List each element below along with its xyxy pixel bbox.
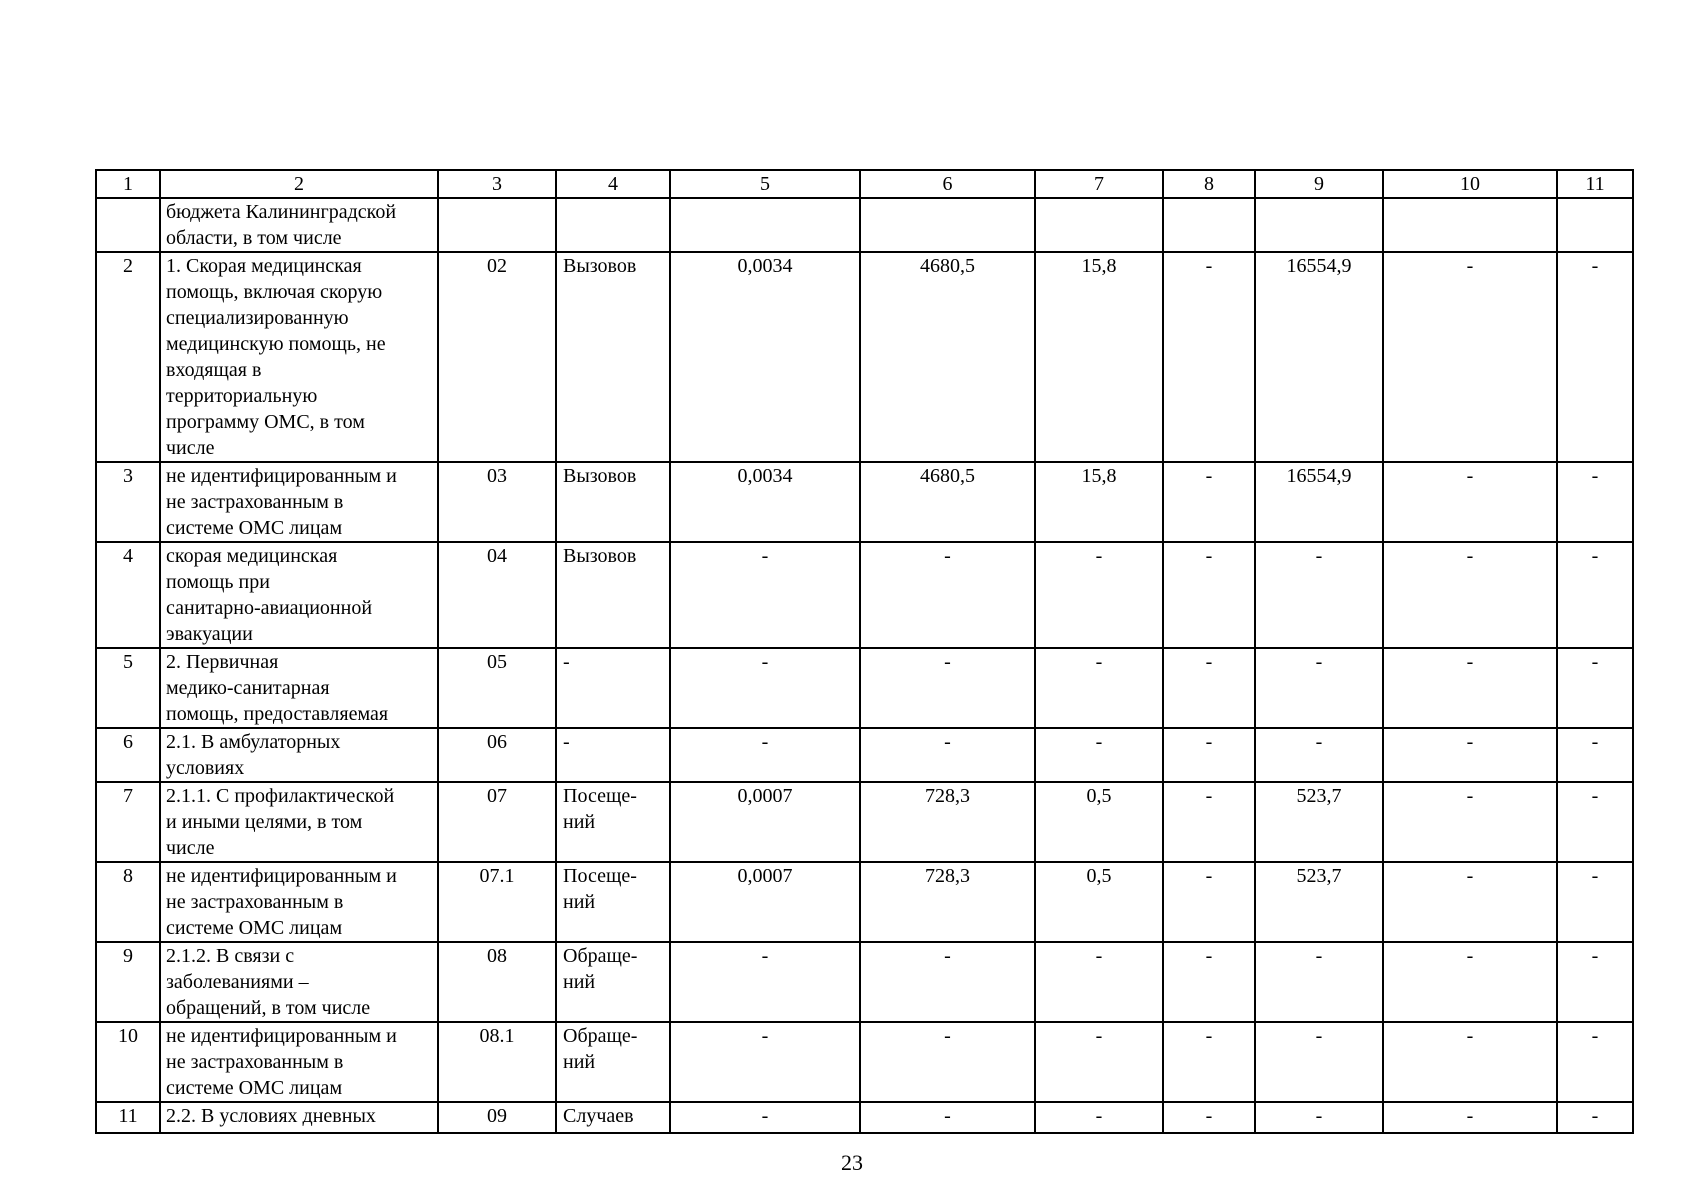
row-value-cell: -: [1163, 1102, 1255, 1133]
row-unit-cell: [556, 198, 670, 252]
table-row: [96, 942, 1633, 1022]
row-value-cell: -: [670, 942, 860, 1022]
row-value-cell: -: [1035, 1022, 1163, 1102]
row-description-cell: не идентифицированным и не застрахованным в системе ОМС лицам: [160, 462, 438, 542]
row-value-cell: -: [1035, 942, 1163, 1022]
row-unit-cell: Посеще- ний: [556, 862, 670, 942]
row-value-cell: 0,5: [1035, 862, 1163, 942]
table-row: [96, 252, 1633, 462]
row-value-cell: -: [1255, 648, 1383, 728]
header-cell: 9: [1255, 170, 1383, 198]
row-value-cell: 0,0034: [670, 252, 860, 462]
row-value-cell: -: [1163, 462, 1255, 542]
row-code-cell: 02: [438, 252, 556, 462]
row-value-cell: -: [1557, 648, 1633, 728]
row-value-cell: 523,7: [1255, 862, 1383, 942]
row-value-cell: -: [1557, 252, 1633, 462]
row-value-cell: -: [1383, 1102, 1557, 1133]
row-description-cell: 2.1.2. В связи с заболеваниями – обращений, в том числе: [160, 942, 438, 1022]
row-value-cell: -: [1557, 728, 1633, 782]
row-unit-cell: -: [556, 728, 670, 782]
row-value-cell: -: [860, 728, 1035, 782]
row-value-cell: -: [1383, 252, 1557, 462]
row-value-cell: -: [1255, 542, 1383, 648]
row-unit-cell: Случаев: [556, 1102, 670, 1133]
row-value-cell: -: [1255, 1022, 1383, 1102]
table-row: [96, 462, 1633, 542]
row-value-cell: -: [1163, 782, 1255, 862]
data-table: [95, 169, 1634, 1134]
row-value-cell: -: [1035, 1102, 1163, 1133]
row-value-cell: 0,0034: [670, 462, 860, 542]
table-row: [96, 198, 1633, 252]
table-row: [96, 782, 1633, 862]
row-value-cell: -: [1383, 942, 1557, 1022]
row-description-cell: 1. Скорая медицинская помощь, включая скорую специализированную медицинскую помощь, не входящая в территориальную программу ОМС, в том числе: [160, 252, 438, 462]
row-value-cell: -: [1163, 1022, 1255, 1102]
row-value-cell: -: [1557, 1102, 1633, 1133]
header-cell: 5: [670, 170, 860, 198]
row-code-cell: 07: [438, 782, 556, 862]
row-unit-cell: Вызовов: [556, 252, 670, 462]
row-value-cell: -: [1557, 942, 1633, 1022]
row-value-cell: -: [1255, 728, 1383, 782]
table-row: [96, 862, 1633, 942]
header-cell: 8: [1163, 170, 1255, 198]
row-value-cell: -: [1557, 862, 1633, 942]
header-cell: 3: [438, 170, 556, 198]
row-value-cell: -: [1557, 782, 1633, 862]
row-number-cell: 5: [96, 648, 160, 728]
row-value-cell: -: [1383, 542, 1557, 648]
table-row: [96, 648, 1633, 728]
row-code-cell: 07.1: [438, 862, 556, 942]
row-value-cell: 4680,5: [860, 252, 1035, 462]
row-value-cell: -: [1035, 648, 1163, 728]
row-value-cell: 16554,9: [1255, 252, 1383, 462]
row-code-cell: 03: [438, 462, 556, 542]
page-number: 23: [841, 1150, 863, 1175]
row-number-cell: 6: [96, 728, 160, 782]
row-value-cell: -: [1163, 728, 1255, 782]
row-value-cell: 728,3: [860, 862, 1035, 942]
row-value-cell: -: [1163, 252, 1255, 462]
row-value-cell: -: [860, 942, 1035, 1022]
row-unit-cell: Вызовов: [556, 462, 670, 542]
row-value-cell: -: [1383, 462, 1557, 542]
row-value-cell: -: [1557, 462, 1633, 542]
row-value-cell: -: [860, 1022, 1035, 1102]
header-cell: 11: [1557, 170, 1633, 198]
row-unit-cell: Обраще- ний: [556, 1022, 670, 1102]
row-value-cell: [1255, 198, 1383, 252]
header-cell: 2: [160, 170, 438, 198]
row-value-cell: 0,0007: [670, 862, 860, 942]
row-number-cell: [96, 198, 160, 252]
row-code-cell: [438, 198, 556, 252]
row-description-cell: скорая медицинская помощь при санитарно-авиационной эвакуации: [160, 542, 438, 648]
row-value-cell: -: [1163, 862, 1255, 942]
header-cell: 1: [96, 170, 160, 198]
header-row: [96, 170, 1633, 198]
table-row: [96, 542, 1633, 648]
row-value-cell: -: [1163, 648, 1255, 728]
row-value-cell: [1383, 198, 1557, 252]
row-number-cell: 8: [96, 862, 160, 942]
row-unit-cell: Посеще- ний: [556, 782, 670, 862]
row-value-cell: -: [860, 648, 1035, 728]
row-value-cell: 15,8: [1035, 252, 1163, 462]
row-code-cell: 06: [438, 728, 556, 782]
row-value-cell: -: [1557, 1022, 1633, 1102]
row-number-cell: 10: [96, 1022, 160, 1102]
row-value-cell: -: [670, 542, 860, 648]
row-value-cell: -: [670, 1022, 860, 1102]
row-code-cell: 08: [438, 942, 556, 1022]
row-description-cell: 2.1.1. С профилактической и иными целями, в том числе: [160, 782, 438, 862]
row-number-cell: 2: [96, 252, 160, 462]
row-code-cell: 05: [438, 648, 556, 728]
row-value-cell: -: [1163, 542, 1255, 648]
row-value-cell: 0,5: [1035, 782, 1163, 862]
row-value-cell: 15,8: [1035, 462, 1163, 542]
row-number-cell: 3: [96, 462, 160, 542]
row-value-cell: -: [670, 728, 860, 782]
row-unit-cell: Вызовов: [556, 542, 670, 648]
row-value-cell: -: [1035, 728, 1163, 782]
row-value-cell: -: [670, 1102, 860, 1133]
row-value-cell: [1557, 198, 1633, 252]
row-number-cell: 9: [96, 942, 160, 1022]
row-value-cell: -: [860, 542, 1035, 648]
row-value-cell: [670, 198, 860, 252]
row-value-cell: -: [1383, 862, 1557, 942]
row-description-cell: 2.2. В условиях дневных: [160, 1102, 438, 1133]
table-row: [96, 728, 1633, 782]
header-cell: 7: [1035, 170, 1163, 198]
row-value-cell: -: [1383, 782, 1557, 862]
row-value-cell: -: [670, 648, 860, 728]
row-description-cell: не идентифицированным и не застрахованным в системе ОМС лицам: [160, 862, 438, 942]
table-row: [96, 1022, 1633, 1102]
row-value-cell: 0,0007: [670, 782, 860, 862]
row-description-cell: 2. Первичная медико-санитарная помощь, предоставляемая: [160, 648, 438, 728]
row-description-cell: не идентифицированным и не застрахованным в системе ОМС лицам: [160, 1022, 438, 1102]
row-number-cell: 7: [96, 782, 160, 862]
row-value-cell: [1035, 198, 1163, 252]
row-unit-cell: Обраще- ний: [556, 942, 670, 1022]
row-value-cell: -: [1255, 942, 1383, 1022]
row-value-cell: [860, 198, 1035, 252]
row-value-cell: 728,3: [860, 782, 1035, 862]
row-description-cell: бюджета Калининградской области, в том числе: [160, 198, 438, 252]
row-code-cell: 08.1: [438, 1022, 556, 1102]
row-value-cell: -: [1035, 542, 1163, 648]
row-number-cell: 4: [96, 542, 160, 648]
row-value-cell: -: [1163, 942, 1255, 1022]
row-unit-cell: -: [556, 648, 670, 728]
row-value-cell: 4680,5: [860, 462, 1035, 542]
row-value-cell: -: [1383, 1022, 1557, 1102]
table-row: [96, 1102, 1633, 1133]
header-cell: 4: [556, 170, 670, 198]
header-cell: 10: [1383, 170, 1557, 198]
row-code-cell: 09: [438, 1102, 556, 1133]
row-value-cell: 16554,9: [1255, 462, 1383, 542]
row-value-cell: -: [860, 1102, 1035, 1133]
row-value-cell: -: [1383, 648, 1557, 728]
row-value-cell: -: [1557, 542, 1633, 648]
row-value-cell: [1163, 198, 1255, 252]
row-description-cell: 2.1. В амбулаторных условиях: [160, 728, 438, 782]
row-number-cell: 11: [96, 1102, 160, 1133]
row-value-cell: -: [1383, 728, 1557, 782]
row-code-cell: 04: [438, 542, 556, 648]
row-value-cell: 523,7: [1255, 782, 1383, 862]
row-value-cell: -: [1255, 1102, 1383, 1133]
header-cell: 6: [860, 170, 1035, 198]
